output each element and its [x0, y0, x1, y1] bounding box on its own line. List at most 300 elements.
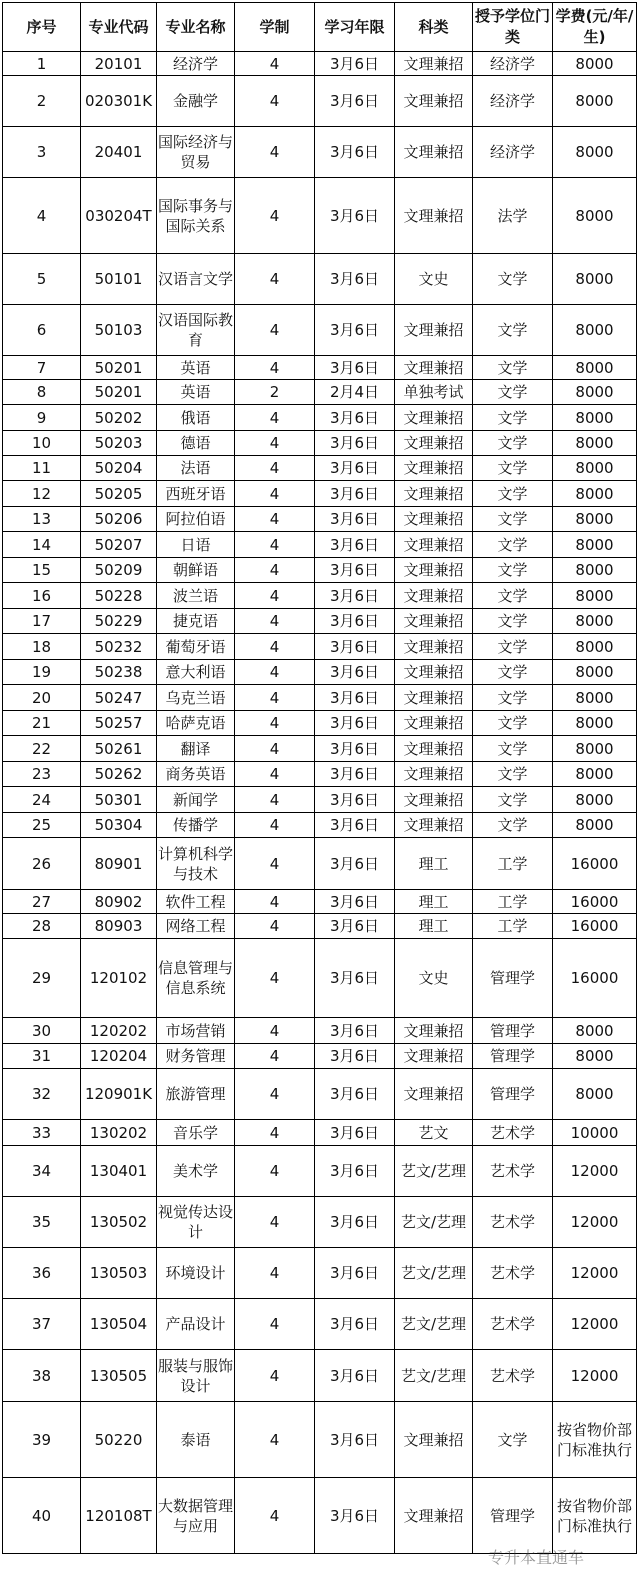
cell-category: 艺文/艺理: [395, 1350, 473, 1402]
cell-major-name: 环境设计: [157, 1248, 235, 1299]
table-row: [3, 431, 637, 456]
cell-major-name: 音乐学: [157, 1120, 235, 1146]
cell-duration: 4: [235, 583, 315, 609]
table-row: [3, 456, 637, 481]
table-row: [3, 1350, 637, 1402]
cell-major-code: 80901: [81, 838, 157, 890]
cell-major-name: 信息管理与信息系统: [157, 939, 235, 1018]
cell-major-name: 乌克兰语: [157, 685, 235, 711]
cell-study-years: 3月6日: [315, 178, 395, 254]
table-row: [3, 380, 637, 405]
cell-major-code: 50202: [81, 405, 157, 431]
cell-duration: 4: [235, 76, 315, 127]
table-row: [3, 1478, 637, 1554]
cell-study-years: 3月6日: [315, 558, 395, 583]
cell-degree: 管理学: [473, 939, 553, 1018]
cell-major-name: 阿拉伯语: [157, 507, 235, 532]
table-row: [3, 711, 637, 736]
table-row: [3, 305, 637, 356]
cell-major-name: 翻译: [157, 736, 235, 762]
cell-major-code: 50228: [81, 583, 157, 609]
cell-study-years: 3月6日: [315, 76, 395, 127]
cell-degree: 经济学: [473, 127, 553, 178]
cell-study-years: 3月6日: [315, 507, 395, 532]
cell-degree: 管理学: [473, 1478, 553, 1554]
table-row: [3, 558, 637, 583]
cell-index: 27: [3, 890, 81, 914]
cell-study-years: 3月6日: [315, 127, 395, 178]
cell-degree: 文学: [473, 609, 553, 634]
cell-degree: 艺术学: [473, 1120, 553, 1146]
cell-tuition: 8000: [553, 1044, 637, 1069]
cell-duration: 2: [235, 380, 315, 405]
table-row: [3, 356, 637, 380]
cell-index: 39: [3, 1402, 81, 1478]
cell-major-code: 130505: [81, 1350, 157, 1402]
cell-tuition: 16000: [553, 890, 637, 914]
cell-duration: 4: [235, 736, 315, 762]
cell-degree: 文学: [473, 736, 553, 762]
cell-tuition: 8000: [553, 178, 637, 254]
cell-degree: 文学: [473, 558, 553, 583]
cell-study-years: 3月6日: [315, 583, 395, 609]
cell-category: 文理兼招: [395, 507, 473, 532]
cell-duration: 4: [235, 1197, 315, 1248]
cell-study-years: 3月6日: [315, 431, 395, 456]
table-row: [3, 1120, 637, 1146]
cell-category: 文理兼招: [395, 736, 473, 762]
cell-index: 40: [3, 1478, 81, 1554]
cell-tuition: 8000: [553, 634, 637, 660]
cell-duration: 4: [235, 1478, 315, 1554]
cell-degree: 文学: [473, 685, 553, 711]
cell-major-code: 130502: [81, 1197, 157, 1248]
cell-major-code: 50203: [81, 431, 157, 456]
cell-category: 文理兼招: [395, 1018, 473, 1044]
cell-degree: 经济学: [473, 52, 553, 76]
cell-tuition: 8000: [553, 583, 637, 609]
table-row: [3, 609, 637, 634]
majors-table: [2, 2, 637, 1554]
cell-duration: 4: [235, 431, 315, 456]
cell-tuition: 8000: [553, 609, 637, 634]
cell-major-name: 波兰语: [157, 583, 235, 609]
cell-major-code: 020301K: [81, 76, 157, 127]
cell-study-years: 3月6日: [315, 356, 395, 380]
cell-major-name: 产品设计: [157, 1299, 235, 1350]
cell-degree: 管理学: [473, 1069, 553, 1120]
cell-study-years: 3月6日: [315, 405, 395, 431]
cell-duration: 4: [235, 254, 315, 305]
cell-category: 文理兼招: [395, 787, 473, 813]
table-row: [3, 178, 637, 254]
cell-index: 22: [3, 736, 81, 762]
cell-category: 文理兼招: [395, 1402, 473, 1478]
cell-study-years: 3月6日: [315, 914, 395, 939]
cell-tuition: 16000: [553, 914, 637, 939]
cell-duration: 4: [235, 532, 315, 558]
header-duration: 学制: [235, 3, 315, 52]
cell-major-code: 50220: [81, 1402, 157, 1478]
cell-major-code: 80903: [81, 914, 157, 939]
cell-tuition: 12000: [553, 1350, 637, 1402]
table-row: [3, 481, 637, 507]
cell-index: 9: [3, 405, 81, 431]
cell-degree: 文学: [473, 583, 553, 609]
cell-degree: 文学: [473, 1402, 553, 1478]
cell-category: 文理兼招: [395, 127, 473, 178]
cell-duration: 4: [235, 813, 315, 838]
cell-major-code: 20401: [81, 127, 157, 178]
cell-duration: 4: [235, 609, 315, 634]
cell-duration: 4: [235, 356, 315, 380]
cell-duration: 4: [235, 405, 315, 431]
cell-study-years: 3月6日: [315, 736, 395, 762]
cell-category: 文理兼招: [395, 456, 473, 481]
table-row: [3, 507, 637, 532]
cell-category: 文理兼招: [395, 558, 473, 583]
cell-major-name: 朝鲜语: [157, 558, 235, 583]
cell-major-name: 哈萨克语: [157, 711, 235, 736]
cell-duration: 4: [235, 481, 315, 507]
cell-degree: 管理学: [473, 1018, 553, 1044]
cell-duration: 4: [235, 1350, 315, 1402]
header-major-code: 专业代码: [81, 3, 157, 52]
cell-index: 21: [3, 711, 81, 736]
cell-tuition: 8000: [553, 405, 637, 431]
cell-major-code: 50205: [81, 481, 157, 507]
cell-tuition: 8000: [553, 76, 637, 127]
cell-study-years: 3月6日: [315, 1197, 395, 1248]
table-row: [3, 1402, 637, 1478]
cell-study-years: 3月6日: [315, 254, 395, 305]
cell-category: 文理兼招: [395, 405, 473, 431]
cell-duration: 4: [235, 660, 315, 685]
header-index: 序号: [3, 3, 81, 52]
cell-category: 文理兼招: [395, 178, 473, 254]
cell-major-code: 030204T: [81, 178, 157, 254]
cell-index: 18: [3, 634, 81, 660]
cell-tuition: 12000: [553, 1146, 637, 1197]
cell-major-name: 美术学: [157, 1146, 235, 1197]
cell-index: 26: [3, 838, 81, 890]
cell-major-name: 视觉传达设计: [157, 1197, 235, 1248]
cell-duration: 4: [235, 685, 315, 711]
cell-tuition: 8000: [553, 1069, 637, 1120]
cell-major-code: 120202: [81, 1018, 157, 1044]
table-row: [3, 634, 637, 660]
cell-degree: 文学: [473, 532, 553, 558]
cell-tuition: 8000: [553, 1018, 637, 1044]
cell-duration: 4: [235, 1248, 315, 1299]
cell-category: 艺文/艺理: [395, 1197, 473, 1248]
cell-duration: 4: [235, 558, 315, 583]
cell-category: 艺文: [395, 1120, 473, 1146]
cell-duration: 4: [235, 305, 315, 356]
cell-index: 29: [3, 939, 81, 1018]
cell-degree: 文学: [473, 813, 553, 838]
cell-index: 6: [3, 305, 81, 356]
cell-duration: 4: [235, 127, 315, 178]
cell-category: 文理兼招: [395, 431, 473, 456]
cell-major-name: 旅游管理: [157, 1069, 235, 1120]
cell-major-code: 50207: [81, 532, 157, 558]
cell-tuition: 8000: [553, 532, 637, 558]
cell-major-name: 金融学: [157, 76, 235, 127]
cell-major-code: 50204: [81, 456, 157, 481]
cell-study-years: 3月6日: [315, 660, 395, 685]
table-row: [3, 1197, 637, 1248]
table-row: [3, 914, 637, 939]
cell-major-name: 服装与服饰设计: [157, 1350, 235, 1402]
cell-major-name: 软件工程: [157, 890, 235, 914]
cell-major-name: 国际事务与国际关系: [157, 178, 235, 254]
cell-major-name: 意大利语: [157, 660, 235, 685]
cell-study-years: 3月6日: [315, 1069, 395, 1120]
cell-index: 28: [3, 914, 81, 939]
table-row: [3, 838, 637, 890]
header-row: [3, 3, 637, 52]
table-row: [3, 532, 637, 558]
cell-tuition: 8000: [553, 431, 637, 456]
cell-major-code: 130202: [81, 1120, 157, 1146]
cell-major-code: 50201: [81, 356, 157, 380]
cell-study-years: 3月6日: [315, 1120, 395, 1146]
cell-study-years: 3月6日: [315, 1146, 395, 1197]
cell-study-years: 3月6日: [315, 838, 395, 890]
cell-major-code: 50206: [81, 507, 157, 532]
cell-major-code: 50301: [81, 787, 157, 813]
cell-index: 7: [3, 356, 81, 380]
cell-major-name: 国际经济与贸易: [157, 127, 235, 178]
cell-category: 艺文/艺理: [395, 1248, 473, 1299]
cell-major-code: 50229: [81, 609, 157, 634]
cell-category: 文理兼招: [395, 660, 473, 685]
cell-study-years: 3月6日: [315, 532, 395, 558]
table-row: [3, 787, 637, 813]
cell-major-name: 汉语言文学: [157, 254, 235, 305]
cell-major-code: 50201: [81, 380, 157, 405]
cell-duration: 4: [235, 914, 315, 939]
header-category: 科类: [395, 3, 473, 52]
cell-major-name: 传播学: [157, 813, 235, 838]
cell-major-name: 经济学: [157, 52, 235, 76]
header-tuition: 学费(元/年/生): [553, 3, 637, 52]
cell-index: 16: [3, 583, 81, 609]
cell-degree: 艺术学: [473, 1248, 553, 1299]
cell-degree: 艺术学: [473, 1197, 553, 1248]
cell-tuition: 8000: [553, 380, 637, 405]
cell-category: 艺文/艺理: [395, 1146, 473, 1197]
cell-major-code: 50238: [81, 660, 157, 685]
table-row: [3, 939, 637, 1018]
cell-index: 13: [3, 507, 81, 532]
cell-major-name: 捷克语: [157, 609, 235, 634]
cell-study-years: 3月6日: [315, 939, 395, 1018]
cell-tuition: 16000: [553, 939, 637, 1018]
cell-major-name: 英语: [157, 380, 235, 405]
cell-duration: 4: [235, 1120, 315, 1146]
cell-category: 文理兼招: [395, 305, 473, 356]
table-row: [3, 1299, 637, 1350]
cell-category: 文理兼招: [395, 685, 473, 711]
cell-category: 理工: [395, 890, 473, 914]
cell-degree: 文学: [473, 254, 553, 305]
cell-major-name: 英语: [157, 356, 235, 380]
cell-major-code: 130504: [81, 1299, 157, 1350]
cell-tuition: 8000: [553, 52, 637, 76]
cell-index: 1: [3, 52, 81, 76]
cell-major-name: 日语: [157, 532, 235, 558]
cell-duration: 4: [235, 939, 315, 1018]
cell-degree: 文学: [473, 634, 553, 660]
cell-degree: 艺术学: [473, 1146, 553, 1197]
table-row: [3, 660, 637, 685]
cell-category: 文理兼招: [395, 711, 473, 736]
cell-study-years: 3月6日: [315, 1018, 395, 1044]
cell-degree: 文学: [473, 507, 553, 532]
cell-tuition: 按省物价部门标准执行: [553, 1402, 637, 1478]
cell-duration: 4: [235, 1018, 315, 1044]
cell-category: 文史: [395, 939, 473, 1018]
cell-index: 34: [3, 1146, 81, 1197]
table-row: [3, 583, 637, 609]
cell-degree: 艺术学: [473, 1350, 553, 1402]
cell-study-years: 3月6日: [315, 1299, 395, 1350]
cell-degree: 法学: [473, 178, 553, 254]
cell-study-years: 2月4日: [315, 380, 395, 405]
cell-index: 23: [3, 762, 81, 787]
cell-category: 文理兼招: [395, 481, 473, 507]
cell-index: 8: [3, 380, 81, 405]
cell-major-name: 计算机科学与技术: [157, 838, 235, 890]
cell-major-code: 120901K: [81, 1069, 157, 1120]
cell-major-code: 50232: [81, 634, 157, 660]
header-study-years: 学习年限: [315, 3, 395, 52]
cell-category: 文史: [395, 254, 473, 305]
cell-degree: 经济学: [473, 76, 553, 127]
table-row: [3, 685, 637, 711]
cell-category: 文理兼招: [395, 1478, 473, 1554]
cell-category: 文理兼招: [395, 609, 473, 634]
cell-major-name: 商务英语: [157, 762, 235, 787]
cell-index: 37: [3, 1299, 81, 1350]
cell-index: 20: [3, 685, 81, 711]
table-row: [3, 736, 637, 762]
cell-degree: 工学: [473, 914, 553, 939]
cell-study-years: 3月6日: [315, 1248, 395, 1299]
cell-index: 12: [3, 481, 81, 507]
table-row: [3, 1018, 637, 1044]
cell-tuition: 8000: [553, 660, 637, 685]
cell-duration: 4: [235, 1402, 315, 1478]
cell-major-code: 50101: [81, 254, 157, 305]
cell-index: 3: [3, 127, 81, 178]
cell-major-code: 50261: [81, 736, 157, 762]
cell-tuition: 8000: [553, 456, 637, 481]
cell-major-code: 120108T: [81, 1478, 157, 1554]
cell-study-years: 3月6日: [315, 481, 395, 507]
table-row: [3, 127, 637, 178]
cell-degree: 管理学: [473, 1044, 553, 1069]
cell-major-code: 120102: [81, 939, 157, 1018]
cell-degree: 文学: [473, 711, 553, 736]
cell-duration: 4: [235, 1299, 315, 1350]
cell-study-years: 3月6日: [315, 609, 395, 634]
watermark: 专升本直通车: [488, 1548, 585, 1567]
cell-study-years: 3月6日: [315, 711, 395, 736]
cell-tuition: 按省物价部门标准执行: [553, 1478, 637, 1554]
cell-major-name: 财务管理: [157, 1044, 235, 1069]
cell-duration: 4: [235, 1146, 315, 1197]
cell-study-years: 3月6日: [315, 305, 395, 356]
cell-category: 文理兼招: [395, 762, 473, 787]
cell-duration: 4: [235, 507, 315, 532]
table-row: [3, 762, 637, 787]
cell-degree: 工学: [473, 838, 553, 890]
cell-index: 35: [3, 1197, 81, 1248]
cell-tuition: 12000: [553, 1197, 637, 1248]
cell-study-years: 3月6日: [315, 813, 395, 838]
cell-tuition: 12000: [553, 1248, 637, 1299]
header-degree: 授予学位门类: [473, 3, 553, 52]
cell-index: 33: [3, 1120, 81, 1146]
cell-degree: 文学: [473, 356, 553, 380]
cell-degree: 文学: [473, 405, 553, 431]
cell-index: 19: [3, 660, 81, 685]
table-row: [3, 813, 637, 838]
cell-major-name: 俄语: [157, 405, 235, 431]
cell-category: 文理兼招: [395, 813, 473, 838]
cell-tuition: 16000: [553, 838, 637, 890]
cell-study-years: 3月6日: [315, 787, 395, 813]
cell-index: 17: [3, 609, 81, 634]
cell-tuition: 12000: [553, 1299, 637, 1350]
cell-tuition: 8000: [553, 711, 637, 736]
cell-study-years: 3月6日: [315, 1478, 395, 1554]
cell-degree: 艺术学: [473, 1299, 553, 1350]
cell-category: 单独考试: [395, 380, 473, 405]
cell-major-name: 泰语: [157, 1402, 235, 1478]
cell-degree: 文学: [473, 660, 553, 685]
cell-tuition: 8000: [553, 305, 637, 356]
cell-degree: 工学: [473, 890, 553, 914]
cell-major-name: 德语: [157, 431, 235, 456]
table-body: [3, 52, 637, 1554]
cell-study-years: 3月6日: [315, 634, 395, 660]
cell-tuition: 8000: [553, 558, 637, 583]
cell-index: 32: [3, 1069, 81, 1120]
table-row: [3, 1248, 637, 1299]
cell-tuition: 8000: [553, 762, 637, 787]
cell-duration: 4: [235, 787, 315, 813]
cell-degree: 文学: [473, 456, 553, 481]
cell-tuition: 8000: [553, 736, 637, 762]
table-row: [3, 405, 637, 431]
table-row: [3, 52, 637, 76]
table-row: [3, 254, 637, 305]
cell-duration: 4: [235, 456, 315, 481]
cell-study-years: 3月6日: [315, 890, 395, 914]
cell-tuition: 8000: [553, 787, 637, 813]
cell-category: 文理兼招: [395, 1069, 473, 1120]
cell-category: 文理兼招: [395, 52, 473, 76]
cell-major-name: 法语: [157, 456, 235, 481]
cell-duration: 4: [235, 1069, 315, 1120]
cell-major-code: 50103: [81, 305, 157, 356]
cell-tuition: 8000: [553, 356, 637, 380]
cell-study-years: 3月6日: [315, 1350, 395, 1402]
